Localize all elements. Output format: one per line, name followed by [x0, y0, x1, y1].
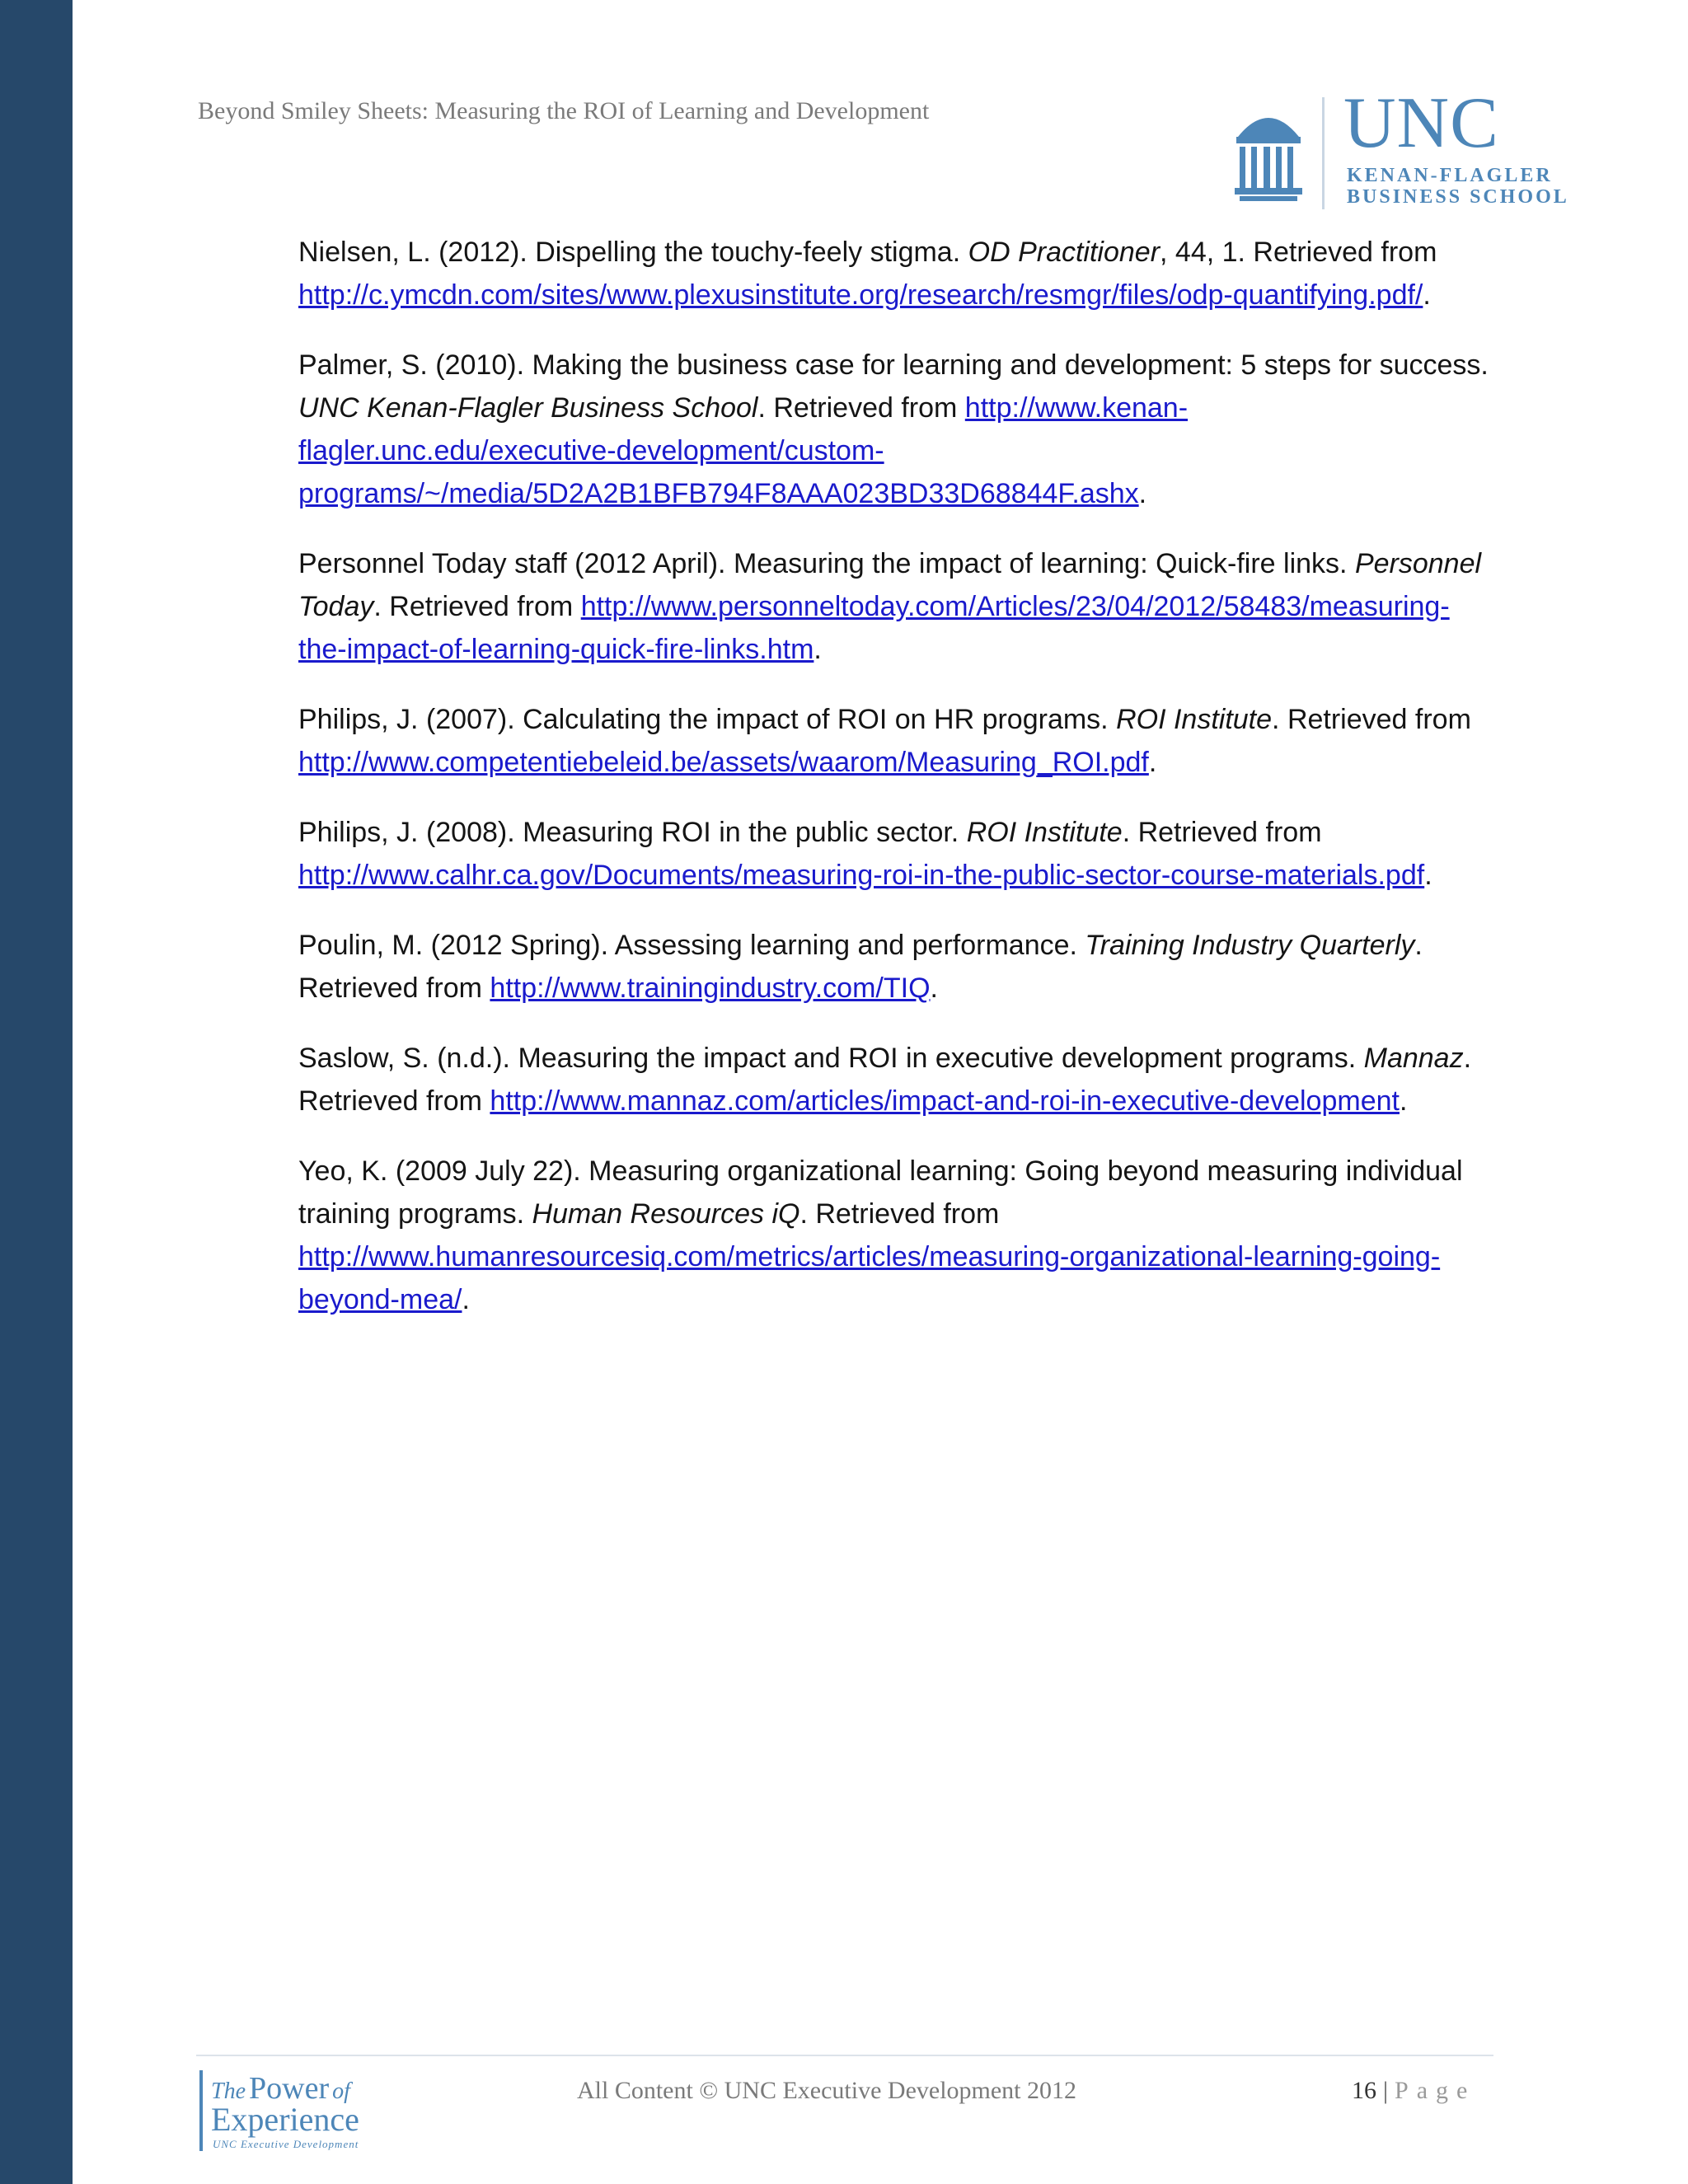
- reference-link[interactable]: http://www.humanresourcesiq.com/metrics/articles/measuring-organizational-learning-going-beyond-mea/: [298, 1241, 1441, 1315]
- reference-entry: [298, 1037, 1493, 1122]
- reference-text: . Retrieved from: [298, 1043, 1472, 1117]
- reference-text: Saslow, S. (n.d.). Measuring the impact and ROI in executive development programs.: [298, 1043, 1364, 1074]
- footer-logo-bar: [199, 2070, 203, 2151]
- page-label: Page: [1395, 2077, 1476, 2104]
- reference-entry: [298, 344, 1493, 515]
- reference-end: .: [1424, 860, 1432, 891]
- header-title: Beyond Smiley Sheets: Measuring the ROI of Learning and Development: [198, 97, 930, 124]
- logo-the: The: [211, 2079, 246, 2104]
- reference-text: . Retrieved from: [298, 930, 1423, 1004]
- reference-text: , 44, 1. Retrieved from: [1160, 237, 1437, 268]
- reference-end: .: [462, 1284, 470, 1315]
- reference-list: [298, 231, 1493, 1348]
- reference-text: . Retrieved from: [1272, 704, 1471, 735]
- reference-entry: [298, 542, 1493, 671]
- reference-link[interactable]: http://www.trainingindustry.com/TIQ: [490, 972, 931, 1004]
- reference-source-title: Human Resources iQ: [532, 1198, 800, 1230]
- logo-power: Power: [249, 2071, 330, 2106]
- reference-source-title: UNC Kenan-Flagler Business School: [298, 392, 758, 424]
- unc-kenan-flagler-logo: [1233, 83, 1596, 213]
- reference-entry: [298, 1150, 1493, 1321]
- reference-text: Yeo, K. (2009 July 22). Measuring organizational learning: Going beyond measuring individual training programs.: [298, 1155, 1463, 1230]
- reference-text: . Retrieved from: [1122, 817, 1322, 848]
- reference-end: .: [1399, 1085, 1408, 1117]
- reference-text: Philips, J. (2007). Calculating the impact of ROI on HR programs.: [298, 704, 1117, 735]
- reference-text: . Retrieved from: [373, 591, 581, 622]
- reference-end: .: [930, 972, 938, 1004]
- reference-text: . Retrieved from: [757, 392, 965, 424]
- old-well-icon: [1233, 104, 1304, 203]
- reference-source-title: Personnel Today: [298, 548, 1482, 622]
- logo-unc-text: UNC: [1343, 83, 1499, 163]
- reference-text: Palmer, S. (2010). Making the business case for learning and development: 5 steps for success.: [298, 349, 1489, 381]
- reference-link[interactable]: http://www.mannaz.com/articles/impact-and-roi-in-executive-development: [490, 1085, 1400, 1117]
- reference-link[interactable]: http://www.personneltoday.com/Articles/23/04/2012/58483/measuring-the-impact-of-learning-quick-fire-links.htm: [298, 591, 1450, 665]
- logo-of: of: [332, 2079, 350, 2104]
- reference-entry: [298, 811, 1493, 897]
- power-of-experience-logo: [199, 2070, 389, 2153]
- reference-source-title: Training Industry Quarterly: [1085, 930, 1415, 961]
- reference-source-title: ROI Institute: [1116, 704, 1273, 735]
- reference-source-title: OD Practitioner: [968, 237, 1160, 268]
- reference-text: Nielsen, L. (2012). Dispelling the touchy-feely stigma.: [298, 237, 968, 268]
- reference-entry: [298, 698, 1493, 784]
- reference-source-title: Mannaz: [1363, 1043, 1464, 1074]
- logo-divider: [1322, 97, 1325, 209]
- reference-link[interactable]: http://www.kenan-flagler.unc.edu/executive-development/custom-programs/~/media/5D2A2B1BFB794F8AAA023BD33D68844F.ashx: [298, 392, 1189, 509]
- reference-end: .: [814, 634, 822, 665]
- reference-end: .: [1423, 279, 1431, 311]
- footer-divider: [196, 2055, 1493, 2056]
- reference-end: .: [1138, 478, 1147, 509]
- page-separator: |: [1383, 2077, 1389, 2104]
- reference-link[interactable]: http://www.competentiebeleid.be/assets/waarom/Measuring_ROI.pdf: [298, 747, 1149, 778]
- logo-business-school-text: BUSINESS SCHOOL: [1347, 186, 1569, 208]
- reference-link[interactable]: http://c.ymcdn.com/sites/www.plexusinstitute.org/research/resmgr/files/odp-quantifying.pdf/: [298, 279, 1423, 311]
- logo-kenan-flagler-text: KENAN-FLAGLER: [1347, 165, 1553, 186]
- reference-text: . Retrieved from: [799, 1198, 1000, 1230]
- reference-text: Personnel Today staff (2012 April). Measuring the impact of learning: Quick-fire links.: [298, 548, 1355, 579]
- reference-entry: [298, 231, 1493, 316]
- sidebar-stripe: [0, 0, 73, 2184]
- reference-entry: [298, 924, 1493, 1010]
- reference-source-title: ROI Institute: [966, 817, 1123, 848]
- footer-page-number: [1352, 2077, 1475, 2105]
- page-number: 16: [1352, 2077, 1376, 2104]
- logo-experience: Experience: [211, 2101, 359, 2138]
- reference-end: .: [1148, 747, 1157, 778]
- footer-copyright: All Content © UNC Executive Development 2012: [577, 2077, 1077, 2104]
- logo-tagline: UNC Executive Development: [213, 2138, 359, 2150]
- reference-text: Poulin, M. (2012 Spring). Assessing learning and performance.: [298, 930, 1085, 961]
- reference-text: Philips, J. (2008). Measuring ROI in the public sector.: [298, 817, 967, 848]
- reference-link[interactable]: http://www.calhr.ca.gov/Documents/measuring-roi-in-the-public-sector-course-materials.pdf: [298, 860, 1425, 891]
